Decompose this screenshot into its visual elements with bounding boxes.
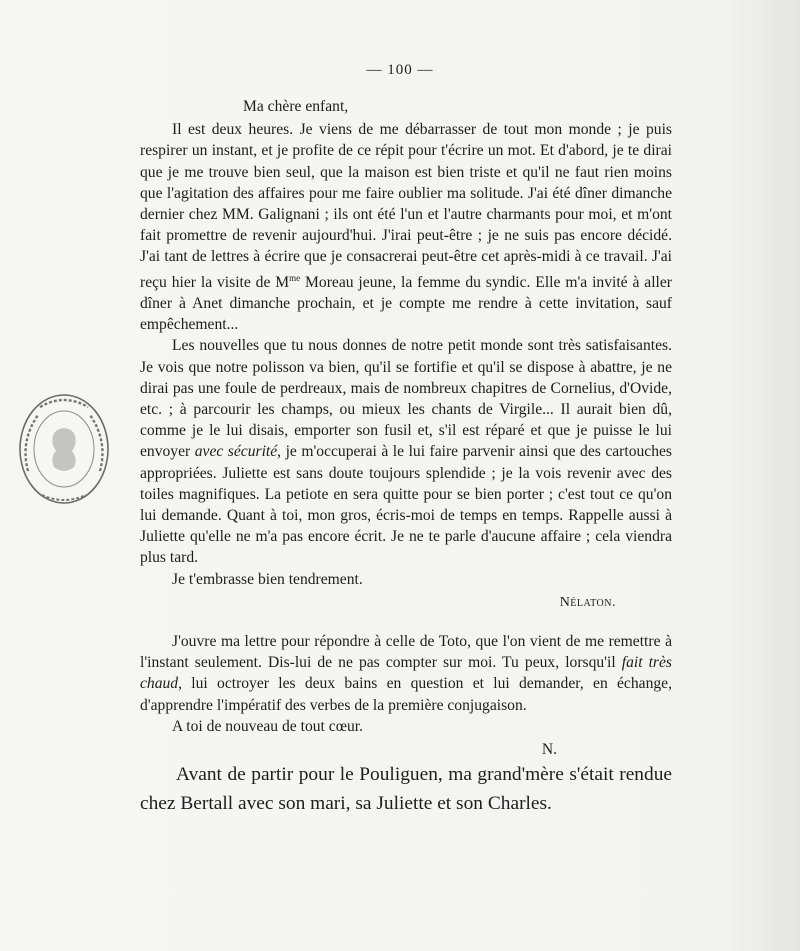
page-number: — 100 — [366,62,434,78]
paragraph-text: Moreau jeune, la femme du syndic. Elle m'a invité à aller dîner à Anet dimanche prochain, et je compte me rendre à cette invitation, sauf empêchement... [140,273,672,334]
letter-body [140,96,672,760]
paragraph-text: , je m'occuperai à le lui faire parvenir ainsi que des cartouches appropriées. Juliette est sans doute toujours splendide ; je la vois revenir avec des toiles magnifiques. La petiote en sera quitte pour se bien porter ; c'est tout ce qu'on lui demande. Quant à toi, mon gros, écris-moi de temps en temps. Rappelle aussi à Juliette qu'elle ne m'a pas encore écrit. Je ne te parle d'aucune affaire ; cela viendra plus tard. [140,443,672,567]
stamp-seal-icon [10,385,118,513]
postscript [140,631,672,760]
narrative-paragraph: Avant de partir pour le Pouliguen, ma grand'mère s'était rendue chez Bertall avec son mari, sa Juliette et son Charles. [140,764,672,814]
letter-paragraph-1 [140,119,672,335]
letter-paragraph-2 [140,335,672,568]
superscript: me [289,272,301,283]
paragraph-text: Les nouvelles que tu nous donnes de notre petit monde sont très satisfaisantes. Je vois que notre polisson va bien, qu'il se fortifie et qu'il se dispose à abattre, je ne dirai pas une foule de perdreaux, mais de nombreux chapitres de Cornelius, d'Ovide, etc. ; à parcourir les champs, ou mieux les chants de Virgile... Il aurait bien dû, comme je le lui disais, emporter son fusil et, s'il est réparé et que je puisse le lui envoyer [140,337,672,461]
library-stamp [10,385,118,513]
emphasis: avec sécurité [194,443,278,461]
postscript-signature: N. [541,741,557,759]
closing-line: Je t'embrasse bien tendrement. [172,570,363,588]
paragraph-text: , lui octroyer les deux bains en question et lui demander, en échange, d'apprendre l'impératif des verbes de la première conjugaison. [140,675,672,714]
paragraph-text: Il est deux heures. Je viens de me débarrasser de tout mon monde ; je puis respirer un instant, et je profite de ce répit pour t'écrire un mot. Et d'abord, je te dirai que je me trouve bien seul, que la maison est bien triste et qu'il ne faut rien moins que l'agitation des affaires pour me faire oublier ma solitude. J'ai été dîner dimanche dernier chez MM. Galignani ; ils ont été l'un et l'autre charmants pour moi, et m'ont fait promettre de revenir aujourd'hui. J'irai peut-être ; je ne suis pas encore décidé. J'ai tant de lettres à écrire que je consacrerai peut-être cet après-midi à ce travail. J'ai reçu hier la visite de M [140,121,672,291]
postscript-closing: A toi de nouveau de tout cœur. [172,717,363,735]
paragraph-text: J'ouvre ma lettre pour répondre à celle de Toto, que l'on vient de me remettre à l'instant seulement. Dis-lui de ne pas compter sur moi. Tu peux, lorsqu'il [140,633,672,672]
signature: Nélaton. [559,594,616,610]
postscript-paragraph [140,631,672,716]
emphasis: fait très chaud [140,654,672,693]
salutation: Ma chère enfant, [243,98,349,115]
